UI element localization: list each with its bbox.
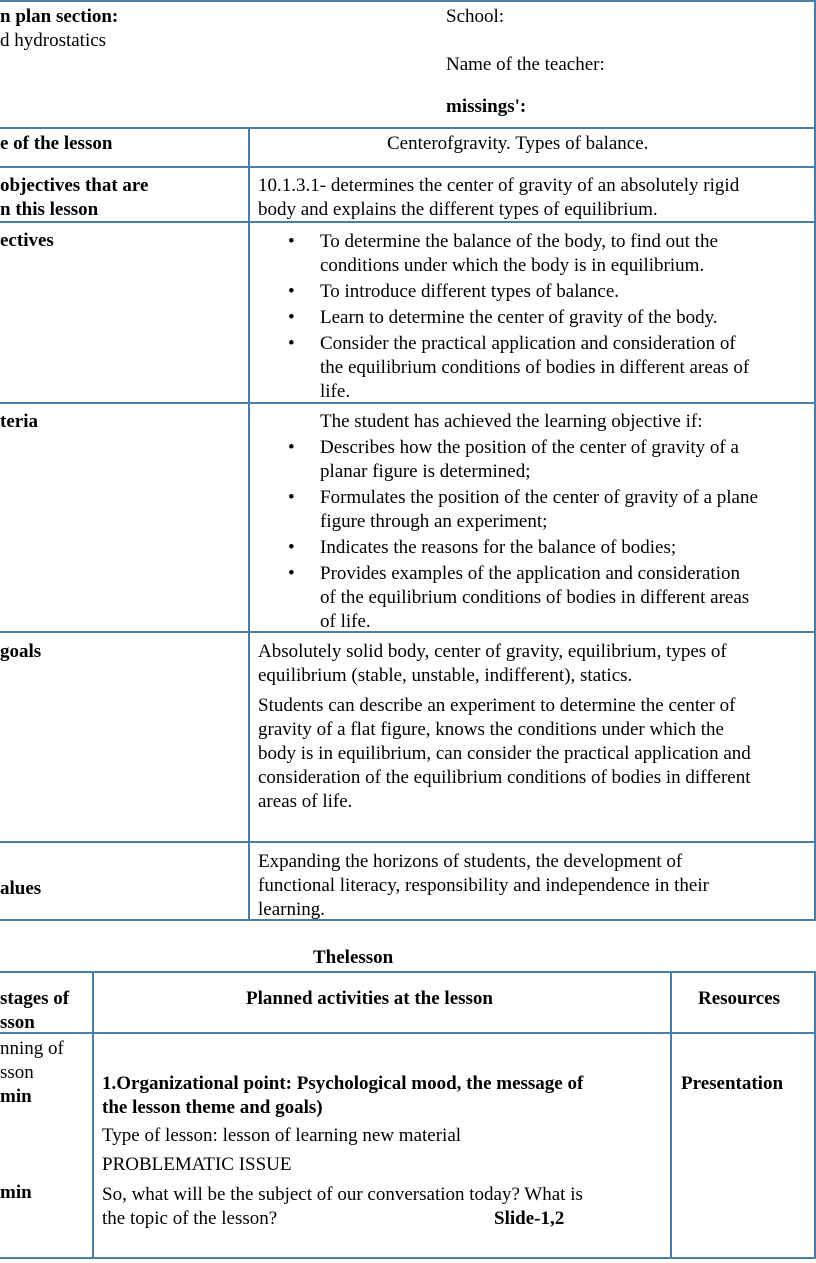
list-item: • Indicates the reasons for the balance of bodies;	[258, 536, 814, 560]
teacher-label: Name of the teacher:	[446, 54, 605, 75]
activity-title-cont: the lesson theme and goals)	[102, 1097, 323, 1118]
list-item: • Describes how the position of the center of gravity of a planar figure is determined;	[258, 436, 814, 484]
list-item: • To determine the balance of the body, to find out the conditions under which the body is in equilibrium.	[258, 230, 808, 278]
learning-objectives-text-cont: body and explains the different types of equilibrium.	[258, 199, 658, 220]
lesson-column-divider	[670, 971, 672, 1259]
theme-label: e of the lesson	[0, 133, 113, 154]
values-text: functional literacy, responsibility and independence in their	[258, 875, 709, 896]
theme-value: Centerofgravity. Types of balance.	[387, 133, 649, 154]
stage-name: nning of	[0, 1038, 64, 1059]
lesson-header-divider	[0, 1032, 816, 1034]
lesson-table-bottom-border	[0, 1257, 816, 1259]
language-goals-label: goals	[0, 641, 42, 662]
column-divider	[248, 127, 250, 921]
activities-header: Planned activities at the lesson	[246, 988, 493, 1009]
activity-title: 1.Organizational point: Psychological mood, the message of	[102, 1073, 584, 1094]
school-label: School:	[446, 6, 505, 27]
values-text: learning.	[258, 899, 326, 920]
language-goals-text: areas of life.	[258, 791, 353, 812]
stages-header-cont: sson	[0, 1012, 35, 1033]
learning-objectives-label: objectives that are	[0, 175, 149, 196]
list-item: • Consider the practical application and consideration of the equilibrium conditions of bodies in different areas of life.	[258, 332, 808, 404]
activity-question-cont: the topic of the lesson?	[102, 1208, 278, 1229]
table-top-border	[0, 0, 816, 2]
plan-section-label: n plan section:	[0, 6, 119, 27]
missings-label: missings':	[446, 96, 527, 117]
lesson-type: Type of lesson: lesson of learning new material	[102, 1125, 462, 1146]
values-label: alues	[0, 878, 42, 899]
language-goals-text: consideration of the equilibrium conditions of bodies in different	[258, 767, 751, 788]
criteria-intro: The student has achieved the learning objective if:	[320, 411, 703, 432]
table-bottom-border	[0, 919, 816, 921]
learning-objectives-text: 10.1.3.1- determines the center of gravity of an absolutely rigid	[258, 175, 740, 196]
lesson-table-top-border	[0, 971, 816, 973]
activity-question: So, what will be the subject of our conversation today? What is	[102, 1184, 583, 1205]
stages-header: stages of	[0, 988, 70, 1009]
list-item: • Provides examples of the application and consideration of the equilibrium conditions of bodies in different areas of life.	[258, 562, 814, 634]
learning-objectives-label-cont: n this lesson	[0, 199, 99, 220]
list-item: • Learn to determine the center of gravity of the body.	[258, 306, 808, 330]
lesson-column-divider	[92, 971, 94, 1259]
language-goals-text: gravity of a flat figure, knows the conditions under which the	[258, 719, 724, 740]
plan-section-value: d hydrostatics	[0, 30, 107, 51]
objectives-list	[258, 230, 808, 404]
criteria-list	[258, 436, 814, 634]
objectives-label: ectives	[0, 230, 54, 251]
list-item: • Formulates the position of the center of gravity of a plane figure through an experiment;	[258, 486, 814, 534]
list-item: • To introduce different types of balance.	[258, 280, 808, 304]
row-divider	[0, 841, 816, 843]
resource-presentation: Presentation	[681, 1073, 784, 1094]
vocabulary-text-cont: equilibrium (stable, unstable, indifferent), statics.	[258, 665, 633, 686]
row-divider	[0, 166, 816, 168]
values-text: Expanding the horizons of students, the development of	[258, 851, 683, 872]
criteria-label: teria	[0, 411, 38, 432]
row-divider	[0, 127, 816, 129]
vocabulary-text: Absolutely solid body, center of gravity, equilibrium, types of	[258, 641, 727, 662]
problematic-issue: PROBLEMATIC ISSUE	[102, 1154, 292, 1175]
lesson-heading: Thelesson	[313, 947, 394, 968]
stage-name-cont: sson	[0, 1062, 34, 1083]
stage-duration: min	[0, 1182, 32, 1203]
resources-header: Resources	[698, 988, 780, 1009]
slide-reference: Slide-1,2	[494, 1208, 565, 1229]
language-goals-text: body is in equilibrium, can consider the practical application and	[258, 743, 751, 764]
language-goals-text: Students can describe an experiment to determine the center of	[258, 695, 736, 716]
stage-duration: min	[0, 1086, 32, 1107]
